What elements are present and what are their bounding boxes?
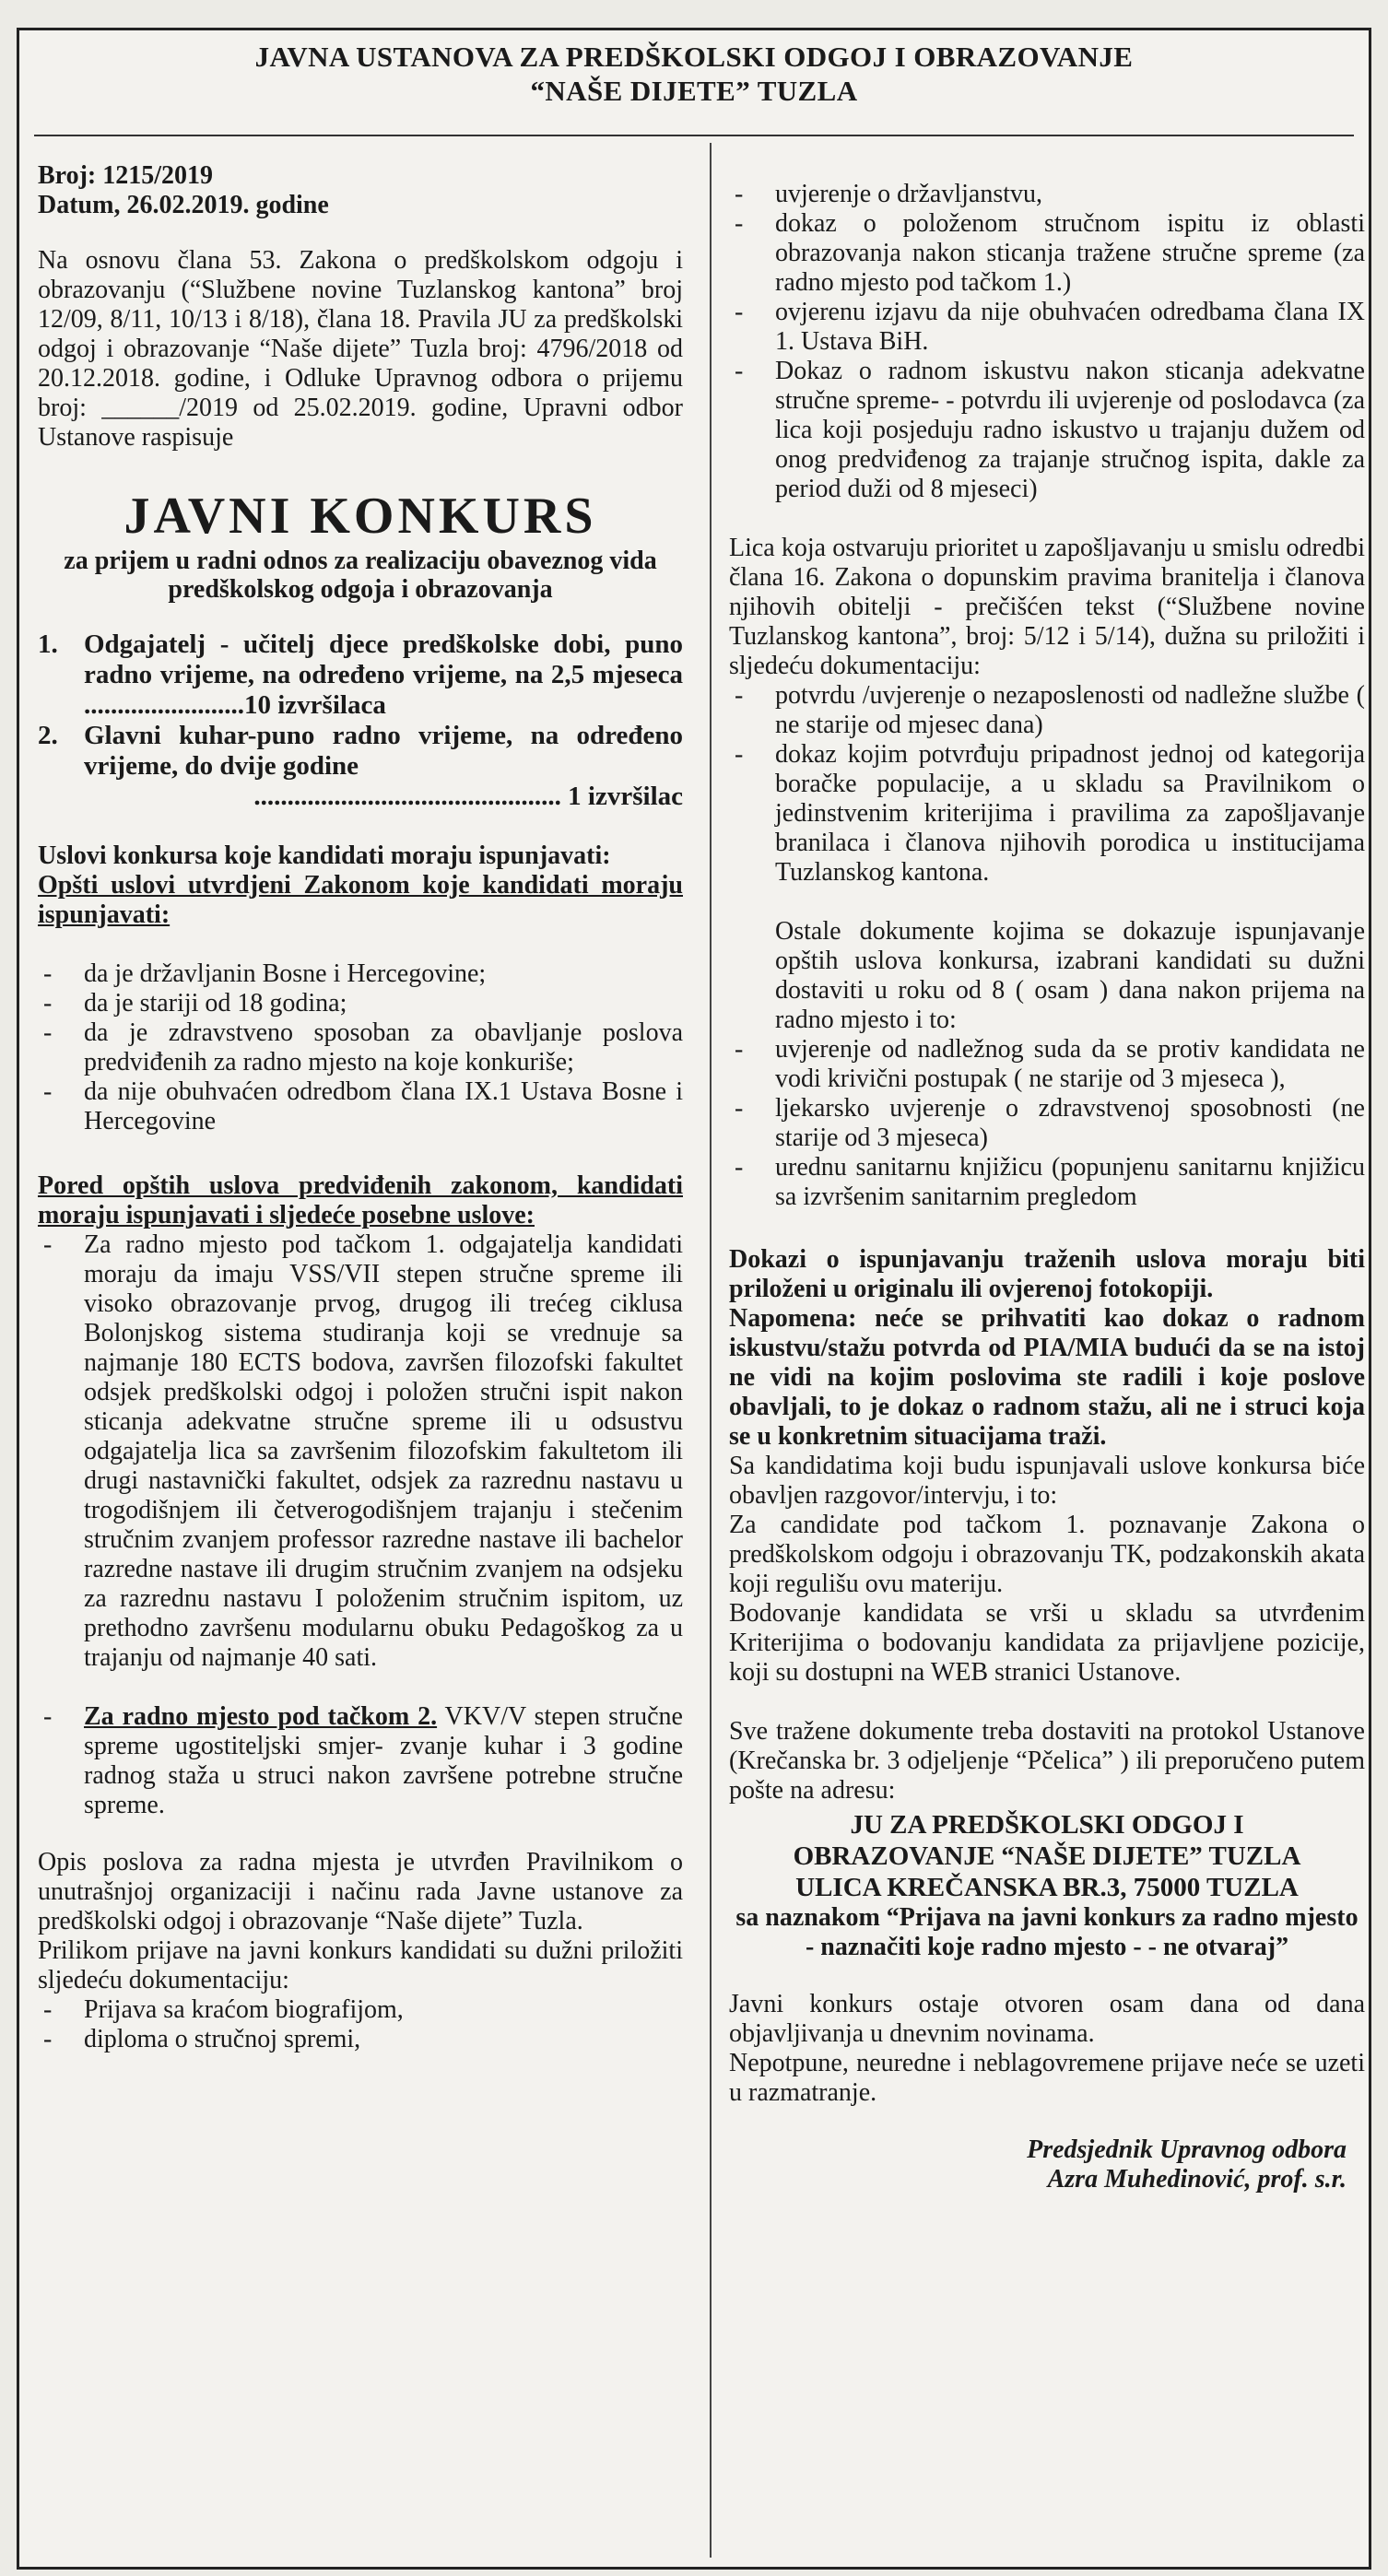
special-conditions-heading: Pored opštih uslova predviđenih zakonom, kandidati moraju ispunjavati i sljedeće posebne uslove:: [38, 1171, 683, 1229]
right-column: [729, 145, 1365, 2194]
position-number: 1.: [38, 629, 58, 659]
list-item: - da je stariji od 18 godina;: [38, 989, 683, 1018]
column-divider: [710, 143, 712, 2558]
document-frame: [17, 28, 1371, 2570]
delivery-note: Sve tražene dokumente treba dostaviti na protokol Ustanove (Krečanska br. 3 odjeljenje “Pčelica” ) ili preporučeno putem pošte na adresu:: [729, 1717, 1365, 1805]
list-item: - uvjerenje od nadležnog suda da se protiv kandidata ne vodi krivični postupak ( ne starije od 3 mjeseca ),: [729, 1035, 1365, 1094]
document-date: Datum, 26.02.2019. godine: [38, 191, 329, 219]
special-2-text: VKV/V stepen stručne spreme ugostiteljski smjer- zvanje kuhar i 3 godine radnog staža u struci nakon završene potrebne stručne spreme.: [84, 1702, 683, 1819]
position-item: [38, 629, 683, 721]
list-item: - dokaz kojim potvrđuju pripadnost jednoj od kategorija boračke populacije, a u skladu sa Pravilnikom o jedinstvenim kriterijima i pravilima za zapošljavanje branilaca i članova njihovih porodica u institucijama Tuzlanskog kantona.: [729, 740, 1365, 888]
documents-list-continued: [729, 180, 1365, 504]
list-item: - Za radno mjesto pod tačkom 1. odgajatelja kandidati moraju da imaju VSS/VII stepen stručne spreme ili visoko obrazovanje prvog, drugog ili trećeg ciklusa Bolonjskog sistema studiranja koji se vrednuje sa najmanje 180 ECTS bodova, završen filozofski fakultet odsjek predškolski odgoj i položen stručni ispit nakon sticanja adekvatne stručne spreme ili u odsustvu odgajatelja lica sa završenim filozofskim fakultetom ili drugi nastavnički fakultet, odsjek za razrednu nastavu u trogodišnjem ili četverogodišnjem trajanju i stečenim stručnim zvanjem professor razredne nastave ili bachelor razredne nastave ili drugim stručnim zvanjem na odsjeku za razrednu nastavu I položenim stručnim ispitom, uz prethodno završenu modularnu obuku Pedagoškog za u trajanju od najmanje 40 sati.: [38, 1230, 683, 1673]
list-item: - dokaz o položenom stručnom ispitu iz oblasti obrazovanja nakon sticanja tražene stručne spreme (za radno mjesto pod tačkom 1.): [729, 209, 1365, 298]
other-documents-list: [729, 1035, 1365, 1212]
list-item: - ljekarsko uvjerenje o zdravstvenoj sposobnosti (ne starije od 3 mjeseca): [729, 1094, 1365, 1153]
list-item: - da nije obuhvaćen odredbom člana IX.1 Ustava Bosne i Hercegovine: [38, 1077, 683, 1136]
document-number: Broj: 1215/2019: [38, 161, 214, 190]
address-line: JU ZA PREDŠKOLSKI ODGOJ I: [850, 1810, 1244, 1840]
priority-list: [729, 681, 1365, 888]
general-conditions-list: [38, 959, 683, 1136]
general-conditions-heading: Opšti uslovi utvrdjeni Zakonom koje kandidati moraju ispunjavati:: [38, 871, 683, 929]
positions-list: [38, 629, 683, 812]
position-item: [38, 721, 683, 812]
list-item: - Prijava sa kraćom biografijom,: [38, 1995, 683, 2025]
page-title: JAVNI KONKURS: [124, 488, 597, 545]
napomena-note: Napomena: neće se prihvatiti kao dokaz o radnom iskustvu/stažu potvrda od PIA/MIA budući da se na istoj ne vidi na kojim poslovima ste radili i koje poslove obavljali, to je dokaz o radnom stažu, ali ne i struci koja se u konkretnim situacijama traži.: [729, 1304, 1365, 1451]
original-documents-note: Dokazi o ispunjavanju traženih uslova moraju biti priloženi u originalu ili ovjerenoj fotokopiji.: [729, 1245, 1365, 1303]
header-divider: [34, 135, 1354, 136]
interview-note: Sa kandidatima koji budu ispunjavali uslove konkursa biće obavljen razgovor/intervju, i to:: [729, 1452, 1365, 1510]
special-conditions-list: [38, 1230, 683, 1673]
header-line-1: JAVNA USTANOVA ZA PREDŠKOLSKI ODGOJ I OBRAZOVANJE: [254, 41, 1134, 73]
postal-address: [729, 1809, 1365, 1903]
signature-name: Azra Muhedinović, prof. s.r.: [1047, 2165, 1347, 2194]
list-item: - potvrdu /uvjerenje o nezaposlenosti od nadležne službe ( ne starije od mjesec dana): [729, 681, 1365, 740]
address-line: ULICA KREČANSKA BR.3, 75000 TUZLA: [795, 1873, 1299, 1902]
conditions-heading: Uslovi konkursa koje kandidati moraju ispunjavati:: [38, 841, 611, 870]
list-item: - da je državljanin Bosne i Hercegovine;: [38, 959, 683, 989]
incomplete-applications-note: Nepotpune, neuredne i neblagovremene prijave neće se uzeti u razmatranje.: [729, 2049, 1365, 2107]
list-item: [38, 1702, 683, 1820]
list-item: - diploma o stručnoj spremi,: [38, 2025, 683, 2054]
position-text: Glavni kuhar-puno radno vrijeme, na određeno vrijeme, do dvije godine: [84, 721, 683, 781]
documents-list-start: [38, 1995, 683, 2054]
position-text: Odgajatelj - učitelj djece predškolske dobi, puno radno vrijeme, na određeno vrijeme, na 2,5 mjeseca ........................10 izvršilaca: [84, 629, 683, 720]
intro-paragraph: Na osnovu člana 53. Zakona o predškolskom odgoju i obrazovanju (“Službene novine Tuzlanskog kantona” broj 12/09, 8/11, 10/13 i 8/18), člana 18. Pravila JU za predškolski odgoj i obrazovanje “Naše dijete” Tuzla broj: 4796/2018 od 20.12.2018. godine, i Odluke Upravnog odbora o prijemu broj: ______/2019 od 25.02.2019. godine, Upravni odbor Ustanove raspisuje: [38, 246, 683, 452]
special-2-lead: Za radno mjesto pod tačkom 2.: [84, 1702, 438, 1731]
position-count: .............................................. 1 izvršilac: [253, 782, 683, 811]
priority-intro: Lica koja ostvaruju prioritet u zapošljavanju u smislu odredbi člana 16. Zakona o dopunskim pravima branitelja i članova njihovih obitelji - prečišćen tekst (“Službene novine Tuzlanskog kantona”, broj: 5/12 i 5/14), dužna su priložiti i sljedeću dokumentaciju:: [729, 534, 1365, 680]
open-period-note: Javni konkurs ostaje otvoren osam dana od dana objavljivanja u dnevnim novinama.: [729, 1990, 1365, 2048]
left-column: [38, 145, 683, 2054]
document-header: [19, 40, 1369, 108]
special-condition-2: [38, 1702, 683, 1820]
documents-intro: Prilikom prijave na javni konkurs kandidati su dužni priložiti sljedeću dokumentaciju:: [38, 1936, 683, 1994]
list-item: - da je zdravstveno sposoban za obavljanje poslova predviđenih za radno mjesto na koje konkuriše;: [38, 1018, 683, 1077]
page-subtitle: za prijem u radni odnos za realizaciju obaveznog vida predškolskog odgoja i obrazovanja: [64, 547, 657, 604]
list-item: - Dokaz o radnom iskustvu nakon sticanja adekvatne stručne spreme- - potvrdu ili uvjerenje od poslodavca (za lica koji posjeduju radno iskustvo u trajanju dužem od onog predviđenog za trajanje stručnog ispita, dakle za period duži od 8 mjeseci): [729, 357, 1365, 504]
header-line-2: “NAŠE DIJETE” TUZLA: [530, 75, 858, 107]
list-item: - uvjerenje o državljanstvu,: [729, 180, 1365, 209]
other-documents-intro: Ostale dokumente kojima se dokazuje ispunjavanje opštih uslova konkursa, izabrani kandidati su dužni dostaviti u roku od 8 ( osam ) dana nakon prijema na radno mjesto i to:: [775, 917, 1365, 1034]
address-line: OBRAZOVANJE “NAŠE DIJETE” TUZLA: [793, 1841, 1301, 1871]
job-description: Opis poslova za radna mjesta je utvrđen Pravilnikom o unutrašnjoj organizaciji i načinu rada Javne ustanove za predškolski odgoj i obrazovanje “Naše dijete” Tuzla.: [38, 1848, 683, 1935]
list-item: - ovjerenu izjavu da nije obuhvaćen odredbama člana IX 1. Ustava BiH.: [729, 298, 1365, 357]
signature-role: Predsjednik Upravnog odbora: [1027, 2135, 1347, 2164]
interview-details: Za candidate pod tačkom 1. poznavanje Zakona o predškolskom odgoju i obrazovanju TK, podzakonskih akata koji regulišu ovu materiju.: [729, 1511, 1365, 1598]
list-item: - urednu sanitarnu knjižicu (popunjenu sanitarnu knjižicu sa izvršenim sanitarnim pregledom: [729, 1153, 1365, 1212]
position-number: 2.: [38, 721, 58, 750]
envelope-mark-note: sa naznakom “Prijava na javni konkurs za radno mjesto - naznačiti koje radno mjesto - - ne otvaraj”: [735, 1903, 1359, 1961]
scoring-note: Bodovanje kandidata se vrši u skladu sa utvrđenim Kriterijima o bodovanju kandidata za prijavljene pozicije, koji su dostupni na WEB stranici Ustanove.: [729, 1599, 1365, 1687]
